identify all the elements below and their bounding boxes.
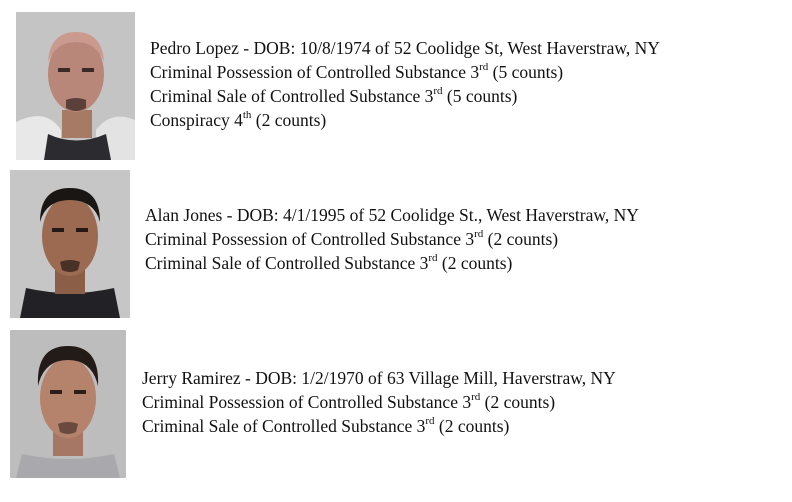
charge-line: Criminal Possession of Controlled Substance 3rd (2 counts) bbox=[145, 228, 559, 249]
charge-line: Criminal Possession of Controlled Substance 3rd (2 counts) bbox=[142, 391, 556, 412]
suspect-details bbox=[150, 36, 660, 132]
suspect-name-line: Alan Jones - DOB: 4/1/1995 of 52 Coolidge St., West Haverstraw, NY bbox=[145, 205, 639, 225]
charge-line: Conspiracy 4th (2 counts) bbox=[150, 109, 327, 130]
charge-line: Criminal Sale of Controlled Substance 3rd (2 counts) bbox=[142, 415, 510, 436]
mugshot-image bbox=[10, 330, 126, 478]
charge-line: Criminal Sale of Controlled Substance 3rd (2 counts) bbox=[145, 252, 513, 273]
mugshot-photo bbox=[10, 330, 126, 478]
mugshot-photo bbox=[16, 12, 135, 160]
mugshot-photo bbox=[10, 170, 130, 318]
suspect-details bbox=[145, 203, 639, 275]
charge-line: Criminal Sale of Controlled Substance 3rd (5 counts) bbox=[150, 85, 518, 106]
mugshot-image bbox=[16, 12, 135, 160]
suspect-name-line: Jerry Ramirez - DOB: 1/2/1970 of 63 Village Mill, Haverstraw, NY bbox=[142, 368, 616, 388]
mugshot-image bbox=[10, 170, 130, 318]
suspect-name-line: Pedro Lopez - DOB: 10/8/1974 of 52 Coolidge St, West Haverstraw, NY bbox=[150, 38, 660, 58]
charge-line: Criminal Possession of Controlled Substance 3rd (5 counts) bbox=[150, 61, 564, 82]
suspect-details bbox=[142, 366, 616, 438]
